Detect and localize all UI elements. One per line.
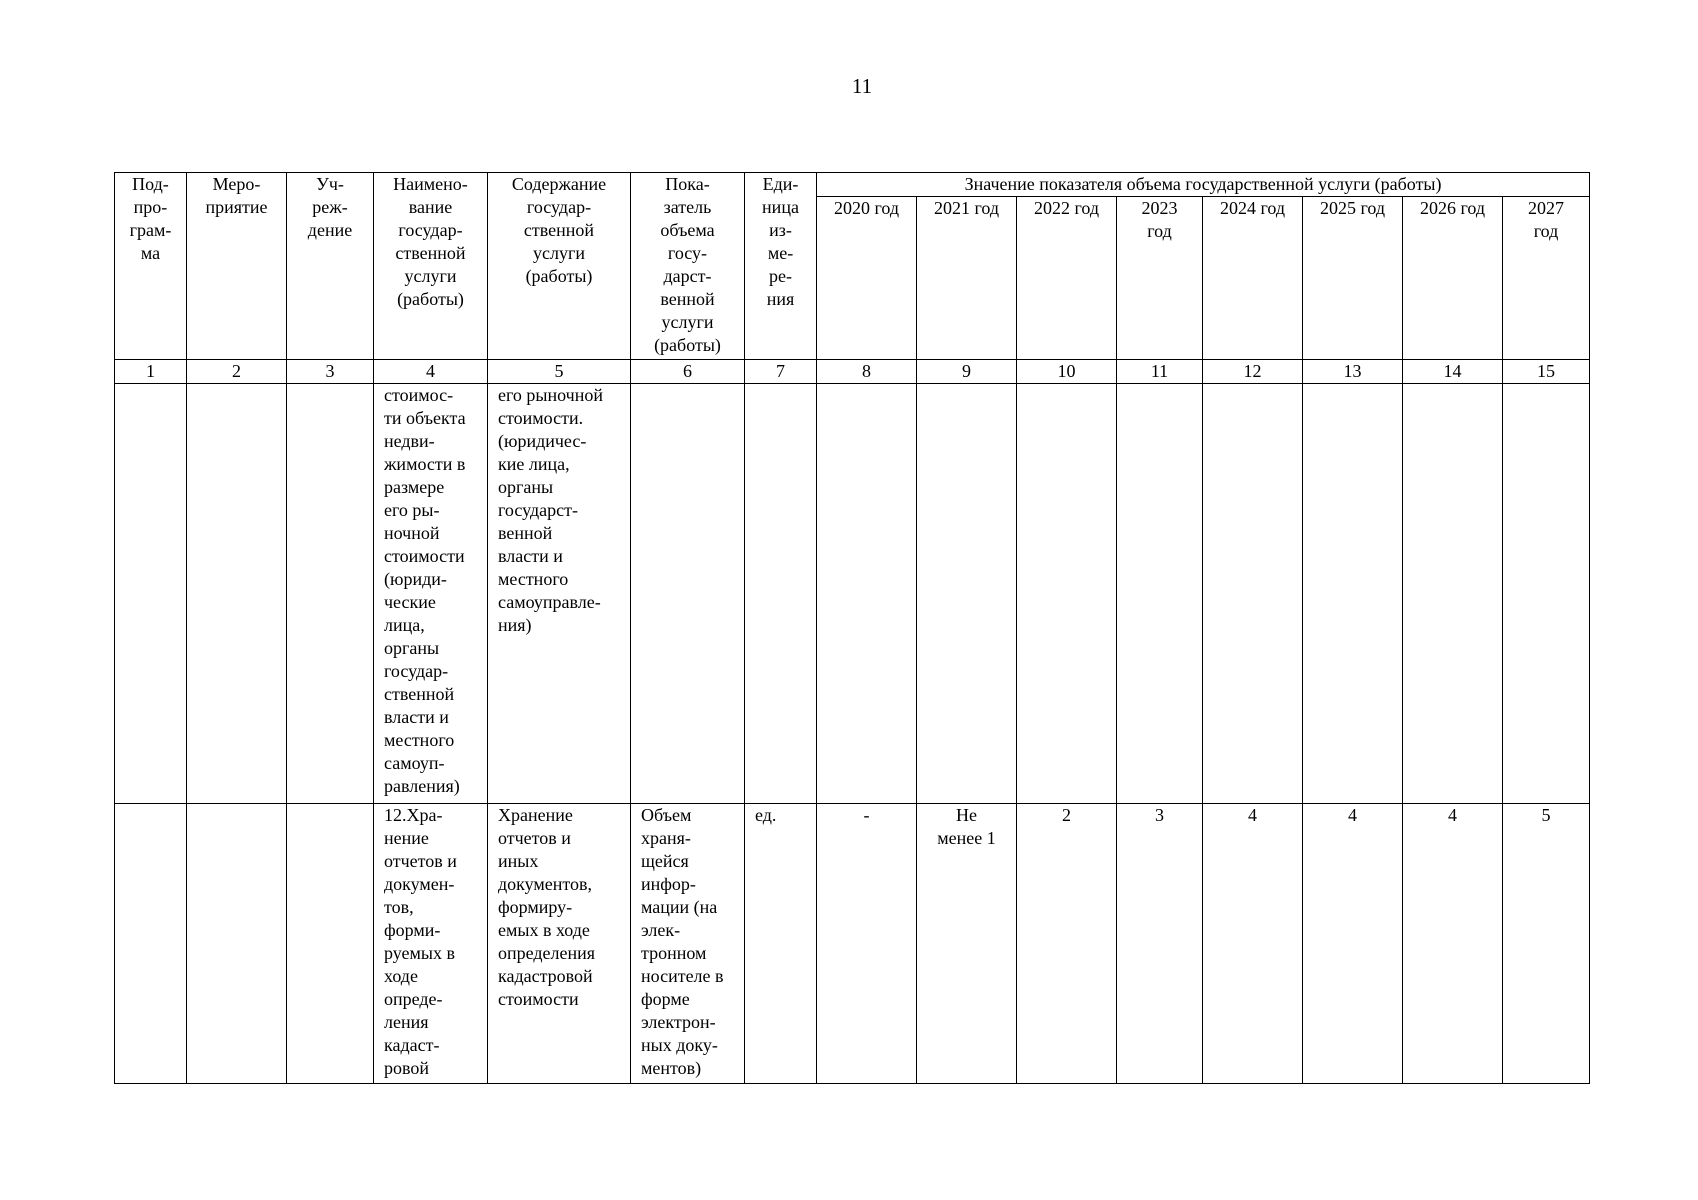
header-year-2024: 2024 год (1203, 197, 1303, 360)
column-number: 10 (1017, 360, 1117, 384)
column-number: 14 (1403, 360, 1503, 384)
cell-value-2021: Не менее 1 (917, 804, 1017, 1084)
header-volume-indicator: Пока- затель объема госу- дарст- венной услуги (работы) (631, 173, 745, 360)
cell-institution (287, 804, 374, 1084)
column-number: 2 (187, 360, 287, 384)
column-number: 9 (917, 360, 1017, 384)
cell-value-2025 (1303, 384, 1403, 804)
table-row (115, 384, 1590, 804)
cell-value-2022 (1017, 384, 1117, 804)
cell-value-2023 (1117, 384, 1203, 804)
cell-value-2027: 5 (1503, 804, 1590, 1084)
header-service-name: Наимено- вание государ- ственной услуги (работы) (374, 173, 488, 360)
cell-value-2025: 4 (1303, 804, 1403, 1084)
header-subprogram: Под- про- грам- ма (115, 173, 187, 360)
cell-value-2026: 4 (1403, 804, 1503, 1084)
header-year-2021: 2021 год (917, 197, 1017, 360)
cell-unit (745, 384, 817, 804)
header-institution: Уч- реж- дение (287, 173, 374, 360)
cell-value-2024 (1203, 384, 1303, 804)
column-number: 8 (817, 360, 917, 384)
page-number: 11 (851, 74, 873, 98)
column-number: 4 (374, 360, 488, 384)
column-number-row (115, 360, 1590, 384)
cell-institution (287, 384, 374, 804)
column-number: 1 (115, 360, 187, 384)
cell-service-content: Хранение отчетов и иных документов, формиру- емых в ходе определения кадастровой стоимости (488, 804, 631, 1084)
cell-value-2023: 3 (1117, 804, 1203, 1084)
header-row-top (115, 173, 1590, 197)
header-measure: Меро- приятие (187, 173, 287, 360)
cell-subprogram (115, 804, 187, 1084)
header-year-2025: 2025 год (1303, 197, 1403, 360)
cell-measure (187, 804, 287, 1084)
header-year-2023: 2023 год (1117, 197, 1203, 360)
cell-subprogram (115, 384, 187, 804)
cell-volume-indicator (631, 384, 745, 804)
column-number: 15 (1503, 360, 1590, 384)
column-number: 11 (1117, 360, 1203, 384)
column-number: 7 (745, 360, 817, 384)
cell-service-content: его рыночной стоимости. (юридичес- кие лица, органы государст- венной власти и местного самоуправле- ния) (488, 384, 631, 804)
table-row (115, 804, 1590, 1084)
cell-service-name: 12.Хра- нение отчетов и докумен- тов, форми- руемых в ходе опреде- ления кадаст- ровой (374, 804, 488, 1084)
header-year-2022: 2022 год (1017, 197, 1117, 360)
cell-value-2020 (817, 384, 917, 804)
column-number: 6 (631, 360, 745, 384)
cell-value-2026 (1403, 384, 1503, 804)
header-service-content: Содержание государ- ственной услуги (работы) (488, 173, 631, 360)
column-number: 5 (488, 360, 631, 384)
cell-value-2020: - (817, 804, 917, 1084)
cell-volume-indicator: Объем храня- щейся инфор- мации (на элек- тронном носителе в форме электрон- ных доку- ментов) (631, 804, 745, 1084)
services-volume-table (114, 172, 1590, 1084)
column-number: 3 (287, 360, 374, 384)
cell-value-2022: 2 (1017, 804, 1117, 1084)
header-year-2027: 2027 год (1503, 197, 1590, 360)
cell-value-2021 (917, 384, 1017, 804)
cell-measure (187, 384, 287, 804)
header-unit: Еди- ница из- ме- ре- ния (745, 173, 817, 360)
header-year-2026: 2026 год (1403, 197, 1503, 360)
cell-value-2024: 4 (1203, 804, 1303, 1084)
header-indicator-value-group: Значение показателя объема государственной услуги (работы) (817, 173, 1590, 197)
header-year-2020: 2020 год (817, 197, 917, 360)
cell-service-name: стоимос- ти объекта недви- жимости в размере его ры- ночной стоимости (юриди- ческие лица, органы государ- ственной власти и местного самоуп- равления) (374, 384, 488, 804)
cell-value-2027 (1503, 384, 1590, 804)
column-number: 13 (1303, 360, 1403, 384)
cell-unit: ед. (745, 804, 817, 1084)
column-number: 12 (1203, 360, 1303, 384)
